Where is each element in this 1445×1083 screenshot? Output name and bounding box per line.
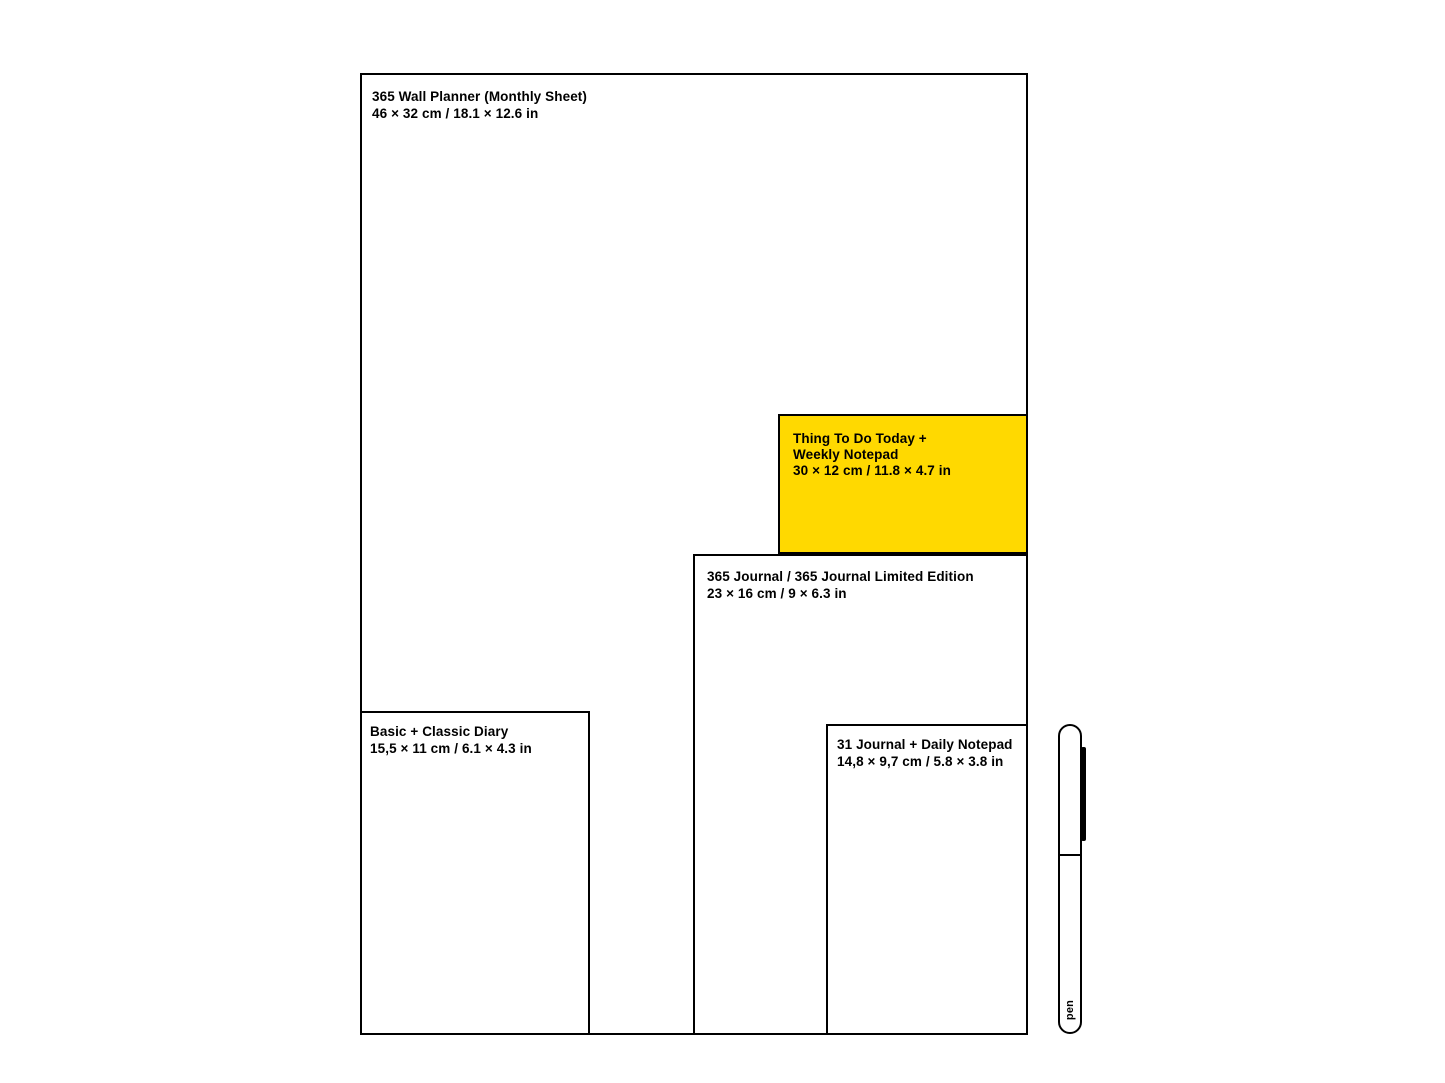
wall-planner-name: 365 Wall Planner (Monthly Sheet) — [372, 89, 587, 104]
weekly-notepad-box — [778, 414, 1028, 554]
journal-31-box — [826, 724, 1028, 1035]
wall-planner-label — [372, 88, 587, 122]
journal-365-size: 23 × 16 cm / 9 × 6.3 in — [707, 586, 847, 601]
pen-label: pen — [1064, 999, 1076, 1021]
weekly-notepad-name-line1: Thing To Do Today + — [793, 431, 927, 446]
journal-31-name: 31 Journal + Daily Notepad — [837, 737, 1013, 752]
basic-classic-diary-size: 15,5 × 11 cm / 6.1 × 4.3 in — [370, 741, 532, 756]
weekly-notepad-label — [793, 431, 951, 479]
pen-outline — [1058, 724, 1082, 1034]
weekly-notepad-size: 30 × 12 cm / 11.8 × 4.7 in — [793, 463, 951, 478]
journal-31-label — [837, 736, 1013, 770]
basic-classic-diary-box — [360, 711, 590, 1035]
basic-classic-diary-label — [370, 723, 532, 757]
journal-365-label — [707, 568, 974, 602]
pen-cap-divider — [1060, 854, 1080, 856]
journal-31-size: 14,8 × 9,7 cm / 5.8 × 3.8 in — [837, 754, 1004, 769]
journal-365-name: 365 Journal / 365 Journal Limited Edition — [707, 569, 974, 584]
pen-clip — [1081, 747, 1086, 841]
wall-planner-size: 46 × 32 cm / 18.1 × 12.6 in — [372, 106, 539, 121]
basic-classic-diary-name: Basic + Classic Diary — [370, 724, 509, 739]
weekly-notepad-name-line2: Weekly Notepad — [793, 447, 899, 462]
